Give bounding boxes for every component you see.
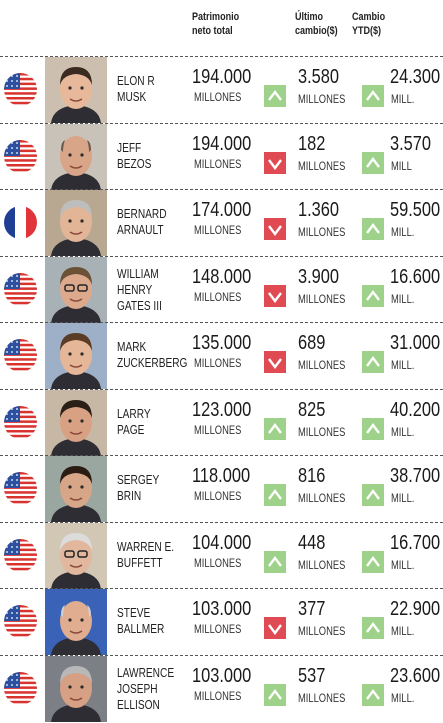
ytd-change-value: 59.500 (390, 199, 441, 221)
portrait-photo (45, 523, 107, 589)
ytd-change-value: 31.000 (390, 332, 441, 354)
networth-value: 194.000 (192, 66, 252, 88)
name-line: JOSEPH (117, 681, 158, 696)
arrow-up-icon (362, 617, 384, 639)
ytd-change-unit: MILL. (391, 92, 415, 106)
person-name (117, 266, 162, 314)
header-last-change: Último cambio($) (295, 11, 338, 37)
name-line: GATES III (117, 298, 162, 313)
arrow-up-icon (264, 484, 286, 506)
person-name (117, 605, 164, 637)
portrait-photo (45, 323, 107, 389)
arrow-up-icon (362, 684, 384, 706)
networth-unit: MILLONES (194, 689, 242, 703)
last-change-value: 377 (298, 598, 326, 620)
person-name (117, 206, 167, 238)
arrow-down-icon (264, 617, 286, 639)
last-change-value: 3.900 (298, 266, 340, 288)
arrow-up-icon (362, 351, 384, 373)
table-row (0, 256, 443, 324)
table-row (0, 455, 443, 523)
usa-flag-icon (4, 339, 37, 372)
networth-unit: MILLONES (194, 423, 242, 437)
networth-value: 104.000 (192, 532, 252, 554)
portrait-photo (45, 589, 107, 655)
networth-value: 103.000 (192, 665, 252, 687)
table-row (0, 322, 443, 390)
networth-value: 194.000 (192, 133, 252, 155)
arrow-up-icon (362, 218, 384, 240)
name-line: WILLIAM (117, 266, 159, 281)
table-header (0, 0, 443, 56)
last-change-unit: MILLONES (298, 624, 346, 638)
usa-flag-icon (4, 73, 37, 106)
last-change-value: 689 (298, 332, 326, 354)
ytd-change-unit: MILL. (391, 225, 415, 239)
arrow-up-icon (264, 684, 286, 706)
ytd-change-unit: MILL. (391, 491, 415, 505)
table-row (0, 123, 443, 191)
last-change-unit: MILLONES (298, 292, 346, 306)
ytd-change-value: 24.300 (390, 66, 441, 88)
networth-value: 174.000 (192, 199, 252, 221)
arrow-up-icon (264, 418, 286, 440)
ytd-change-unit: MILL. (391, 358, 415, 372)
networth-unit: MILLONES (194, 290, 242, 304)
last-change-unit: MILLONES (298, 159, 346, 173)
name-line: ELLISON (117, 697, 160, 712)
usa-flag-icon (4, 605, 37, 638)
header-networth: Patrimonio neto total (192, 11, 240, 37)
arrow-down-icon (264, 152, 286, 174)
arrow-up-icon (362, 418, 384, 440)
name-line: STEVE (117, 605, 151, 620)
table-row (0, 522, 443, 590)
name-line: LAWRENCE (117, 665, 175, 680)
last-change-unit: MILLONES (298, 92, 346, 106)
last-change-value: 537 (298, 665, 326, 687)
person-name (117, 339, 187, 371)
name-line: ZUCKERBERG (117, 355, 188, 370)
portrait-photo (45, 190, 107, 256)
table-row (0, 655, 443, 723)
networth-value: 103.000 (192, 598, 252, 620)
person-name (117, 665, 174, 713)
last-change-unit: MILLONES (298, 225, 346, 239)
table-row (0, 588, 443, 656)
networth-unit: MILLONES (194, 90, 242, 104)
arrow-up-icon (264, 85, 286, 107)
arrow-up-icon (264, 551, 286, 573)
portrait-photo (45, 124, 107, 190)
portrait-photo (45, 456, 107, 522)
portrait-photo (45, 656, 107, 722)
last-change-unit: MILLONES (298, 491, 346, 505)
networth-unit: MILLONES (194, 622, 242, 636)
ytd-change-unit: MILL. (391, 558, 415, 572)
name-line: MARK (117, 339, 147, 354)
arrow-up-icon (362, 85, 384, 107)
arrow-up-icon (362, 551, 384, 573)
last-change-value: 1.360 (298, 199, 340, 221)
ytd-change-value: 38.700 (390, 465, 441, 487)
last-change-unit: MILLONES (298, 425, 346, 439)
ytd-change-unit: MILL. (391, 624, 415, 638)
portrait-photo (45, 257, 107, 323)
ytd-change-value: 16.700 (390, 532, 441, 554)
last-change-value: 3.580 (298, 66, 340, 88)
networth-unit: MILLONES (194, 489, 242, 503)
usa-flag-icon (4, 672, 37, 705)
person-name (117, 140, 151, 172)
networth-value: 135.000 (192, 332, 252, 354)
arrow-up-icon (362, 285, 384, 307)
name-line: BEZOS (117, 156, 152, 171)
person-name (117, 406, 151, 438)
ytd-change-unit: MILL. (391, 425, 415, 439)
arrow-down-icon (264, 285, 286, 307)
ytd-change-value: 40.200 (390, 399, 441, 421)
france-flag-icon (4, 206, 37, 239)
usa-flag-icon (4, 273, 37, 306)
networth-value: 123.000 (192, 399, 252, 421)
name-line: MUSK (117, 89, 147, 104)
ytd-change-value: 23.600 (390, 665, 441, 687)
last-change-unit: MILLONES (298, 691, 346, 705)
networth-unit: MILLONES (194, 157, 242, 171)
name-line: LARRY (117, 406, 151, 421)
networth-unit: MILLONES (194, 223, 242, 237)
name-line: BERNARD (117, 206, 167, 221)
name-line: ELON R (117, 73, 155, 88)
person-name (117, 472, 159, 504)
name-line: SERGEY (117, 472, 160, 487)
arrow-up-icon (362, 484, 384, 506)
portrait-photo (45, 390, 107, 456)
last-change-unit: MILLONES (298, 358, 346, 372)
networth-unit: MILLONES (194, 556, 242, 570)
last-change-value: 448 (298, 532, 326, 554)
arrow-down-icon (264, 351, 286, 373)
table-row (0, 389, 443, 457)
name-line: BUFFETT (117, 555, 163, 570)
ytd-change-unit: MILL (391, 159, 412, 173)
arrow-down-icon (264, 218, 286, 240)
arrow-up-icon (362, 152, 384, 174)
ytd-change-unit: MILL. (391, 292, 415, 306)
name-line: PAGE (117, 422, 145, 437)
usa-flag-icon (4, 406, 37, 439)
networth-unit: MILLONES (194, 356, 242, 370)
usa-flag-icon (4, 140, 37, 173)
table-row (0, 189, 443, 257)
usa-flag-icon (4, 539, 37, 572)
ytd-change-value: 3.570 (390, 133, 432, 155)
last-change-value: 182 (298, 133, 326, 155)
name-line: BALLMER (117, 621, 165, 636)
person-name (117, 73, 155, 105)
ytd-change-value: 16.600 (390, 266, 441, 288)
table-row (0, 56, 443, 124)
usa-flag-icon (4, 472, 37, 505)
header-ytd-change: Cambio YTD($) (352, 11, 386, 37)
name-line: WARREN E. (117, 539, 175, 554)
last-change-value: 816 (298, 465, 326, 487)
name-line: JEFF (117, 140, 142, 155)
name-line: ARNAULT (117, 222, 164, 237)
ytd-change-unit: MILL. (391, 691, 415, 705)
networth-value: 148.000 (192, 266, 252, 288)
networth-value: 118.000 (192, 465, 251, 487)
name-line: HENRY (117, 282, 153, 297)
ytd-change-value: 22.900 (390, 598, 441, 620)
last-change-value: 825 (298, 399, 326, 421)
portrait-photo (45, 57, 107, 123)
name-line: BRIN (117, 488, 142, 503)
person-name (117, 539, 174, 571)
last-change-unit: MILLONES (298, 558, 346, 572)
